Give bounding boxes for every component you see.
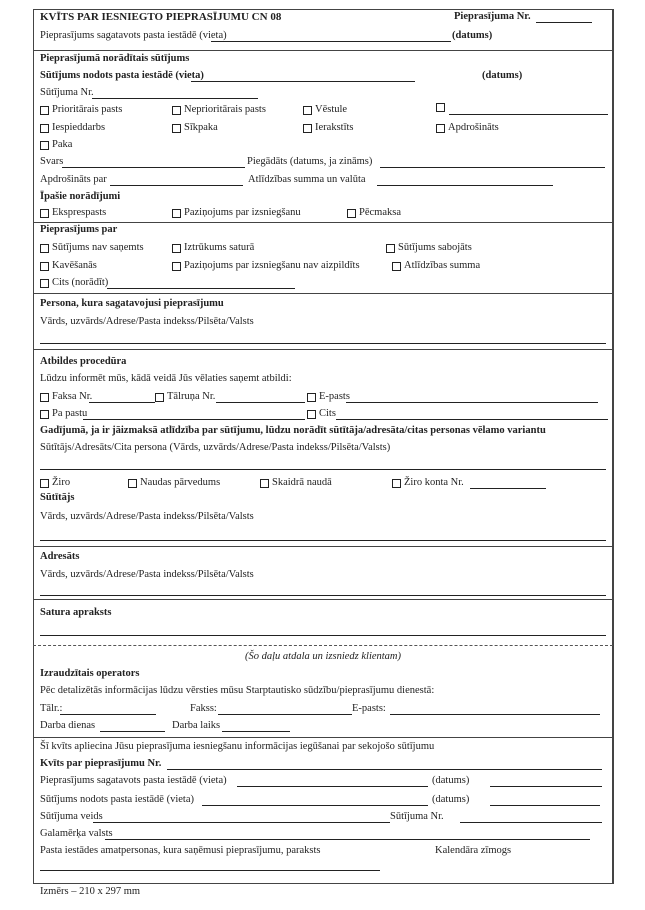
checkbox-giro[interactable]: [40, 476, 70, 490]
reply-prompt: Lūdzu informēt mūs, kādā veidā Jūs vēlaties saņemt atbildi:: [40, 373, 292, 384]
contents-heading: Satura apraksts: [40, 607, 112, 618]
compensation-field[interactable]: [377, 185, 553, 186]
checkbox-icon[interactable]: [40, 393, 49, 402]
checkbox-label: Prioritārais pasts: [52, 104, 123, 115]
divider: [33, 50, 613, 51]
email-field[interactable]: [346, 402, 598, 403]
receipt-item-no-field[interactable]: [460, 822, 602, 823]
person-field[interactable]: [40, 343, 606, 344]
compensation-heading: Gadījumā, ja ir jāizmaksā atlīdzība par sūtījumu, lūdzu norādīt sūtītāja/adresāta/citas personas vēlamo variantu: [40, 425, 546, 436]
giro-account-field[interactable]: [470, 488, 546, 489]
checkbox-phone[interactable]: [155, 390, 215, 404]
sender-fields-label: Vārds, uzvārds/Adrese/Pasta indekss/Pilsēta/Valsts: [40, 511, 254, 522]
form-title: KVĪTS PAR IESNIEGTO PIEPRASĪJUMU CN 08: [40, 11, 282, 23]
operator-phone-field[interactable]: [60, 714, 156, 715]
page-size-note: Izmērs – 210 x 297 mm: [40, 886, 141, 897]
checkbox-icon[interactable]: [436, 103, 445, 112]
checkbox-icon[interactable]: [40, 479, 49, 488]
checkbox-icon[interactable]: [436, 124, 445, 133]
posted-at-field[interactable]: [191, 81, 415, 82]
hours-field[interactable]: [222, 731, 290, 732]
receipt-posted-field[interactable]: [202, 805, 428, 806]
receipt-prepared-date-field[interactable]: [490, 786, 602, 787]
phone-field[interactable]: [216, 402, 305, 403]
item-heading: Pieprasījumā norādītais sūtījums: [40, 53, 190, 64]
divider: [33, 599, 613, 600]
checkbox-label: Faksa Nr.: [52, 391, 93, 402]
other-reply-field[interactable]: [336, 419, 608, 420]
person-heading: Persona, kura sagatavojusi pieprasījumu: [40, 298, 224, 309]
checkbox-icon[interactable]: [40, 410, 49, 419]
checkbox-small-packet[interactable]: [172, 121, 218, 135]
checkbox-registered[interactable]: [303, 121, 354, 135]
insured-for-field[interactable]: [110, 185, 243, 186]
checkbox-icon[interactable]: [40, 279, 49, 288]
checkbox-label: Pa pastu: [52, 408, 88, 419]
receipt-prepared-label: Pieprasījums sagatavots pasta iestādē (vieta): [40, 775, 227, 786]
compensation-label: Atlīdzības summa un valūta: [248, 174, 366, 185]
checkbox-icon[interactable]: [128, 479, 137, 488]
operator-info: Pēc detalizētās informācijas lūdzu vērsties mūsu Starptautisko sūdzību/pieprasījumu dienestā:: [40, 685, 435, 696]
checkbox-insured[interactable]: [436, 121, 499, 135]
checkbox-icon[interactable]: [40, 124, 49, 133]
checkbox-label: Sīkpaka: [184, 122, 218, 133]
checkbox-other-reply[interactable]: [307, 407, 336, 421]
checkbox-label: Iespieddarbs: [52, 122, 106, 133]
checkbox-icon[interactable]: [392, 479, 401, 488]
insured-for-label: Apdrošināts par: [40, 174, 107, 185]
delivered-field[interactable]: [380, 167, 605, 168]
checkbox-label: Cits (norādīt): [52, 277, 109, 288]
checkbox-by-post[interactable]: [40, 407, 87, 421]
fax-field[interactable]: [89, 402, 155, 403]
receipt-intro: Šī kvīts apliecina Jūsu pieprasījuma iesniegšanu informācijas iegūšanai par sekojošo sūtījumu: [40, 741, 435, 752]
checkbox-letter[interactable]: [303, 103, 347, 117]
checkbox-label: Naudas pārvedums: [140, 477, 221, 488]
divider: [33, 737, 613, 738]
checkbox-label: Skaidrā naudā: [272, 477, 332, 488]
stamp-label: Kalendāra zīmogs: [435, 845, 512, 856]
destination-field[interactable]: [105, 839, 590, 840]
checkbox-notice-not-filled[interactable]: [172, 259, 360, 273]
checkbox-icon[interactable]: [40, 106, 49, 115]
date-label: (datums): [452, 30, 493, 41]
fax-label: Fakss:: [190, 703, 217, 714]
checkbox-email[interactable]: [307, 390, 350, 404]
email-label: E-pasts:: [352, 703, 386, 714]
prepared-at-field[interactable]: [211, 41, 451, 42]
receipt-item-no-label: Sūtījuma Nr.: [390, 811, 444, 822]
compensation-fields-label: Sūtītājs/Adresāts/Cita persona (Vārds, uzvārds/Adrese/Pasta indekss/Pilsēta/Valsts): [40, 442, 391, 453]
posted-date-label: (datums): [482, 70, 523, 81]
checkbox-label: E-pasts: [319, 391, 350, 402]
checkbox-icon[interactable]: [155, 393, 164, 402]
checkbox-label: Sūtījums nav saņemts: [52, 242, 144, 253]
divider: [33, 222, 613, 223]
checkbox-label: Neprioritārais pasts: [184, 104, 266, 115]
request-no-label: Pieprasījuma Nr.: [454, 11, 531, 22]
checkbox-cod[interactable]: [347, 206, 401, 220]
tear-line: [33, 645, 613, 646]
request-heading: Pieprasījums par: [40, 224, 118, 235]
receipt-prepared-date-label: (datums): [432, 775, 470, 786]
checkbox-delivery-notice[interactable]: [172, 206, 301, 220]
request-no-field[interactable]: [536, 22, 592, 23]
by-post-field[interactable]: [83, 419, 305, 420]
tear-off-note: (Šo daļu atdala un izsniedz klientam): [244, 651, 402, 662]
checkbox-parcel[interactable]: [40, 138, 72, 152]
checkbox-icon[interactable]: [40, 209, 49, 218]
checkbox-cash[interactable]: [260, 476, 332, 490]
item-type-field[interactable]: [93, 822, 390, 823]
checkbox-icon[interactable]: [392, 262, 401, 271]
divider: [33, 293, 613, 294]
addressee-field[interactable]: [40, 595, 606, 596]
weight-field[interactable]: [62, 167, 245, 168]
checkbox-label: Cits: [319, 408, 336, 419]
receipt-no-label: Kvīts par pieprasījumu Nr.: [40, 758, 162, 769]
checkbox-label: Vēstule: [315, 104, 348, 115]
checkbox-compensation-amount[interactable]: [392, 259, 480, 273]
checkbox-icon[interactable]: [386, 244, 395, 253]
checkbox-express[interactable]: [40, 206, 106, 220]
signature-label: Pasta iestādes amatpersonas, kura saņēmusi pieprasījumu, paraksts: [40, 845, 321, 856]
checkbox-icon[interactable]: [40, 262, 49, 271]
operator-fax-field[interactable]: [218, 714, 352, 715]
divider: [33, 349, 613, 350]
checkbox-icon[interactable]: [303, 106, 312, 115]
checkbox-icon[interactable]: [172, 262, 181, 271]
checkbox-icon[interactable]: [172, 124, 181, 133]
destination-label: Galamērķa valsts: [40, 828, 113, 839]
checkbox-damaged[interactable]: [386, 241, 472, 255]
checkbox-icon[interactable]: [172, 244, 181, 253]
checkbox-not-received[interactable]: [40, 241, 144, 255]
item-no-field[interactable]: [92, 98, 258, 99]
sender-heading: Sūtītājs: [40, 492, 75, 503]
weight-label: Svars: [40, 156, 64, 167]
checkbox-other-type[interactable]: [436, 103, 448, 112]
checkbox-printed-matter[interactable]: [40, 121, 105, 135]
checkbox-missing-contents[interactable]: [172, 241, 254, 255]
checkbox-delay[interactable]: [40, 259, 97, 273]
checkbox-non-priority[interactable]: [172, 103, 266, 117]
checkbox-label: Ierakstīts: [315, 122, 354, 133]
checkbox-icon[interactable]: [307, 410, 316, 419]
checkbox-label: Paka: [52, 139, 73, 150]
checkbox-icon[interactable]: [172, 106, 181, 115]
receipt-posted-date-field[interactable]: [490, 805, 600, 806]
operator-heading: Izraudzītais operators: [40, 668, 140, 679]
phone-label: Tālr.:: [40, 703, 63, 714]
checkbox-label: Paziņojums par izsniegšanu: [184, 207, 301, 218]
workdays-label: Darba dienas: [40, 720, 96, 731]
checkbox-priority[interactable]: [40, 103, 122, 117]
hours-label: Darba laiks: [172, 720, 221, 731]
receipt-posted-date-label: (datums): [432, 794, 470, 805]
posted-at-label: Sūtījums nodots pasta iestādē (vieta): [40, 70, 204, 81]
checkbox-label: Sūtījums sabojāts: [398, 242, 472, 253]
checkbox-icon[interactable]: [40, 244, 49, 253]
person-fields-label: Vārds, uzvārds/Adrese/Pasta indekss/Pilsēta/Valsts: [40, 316, 254, 327]
compensation-recipient-field[interactable]: [40, 469, 606, 470]
checkbox-icon[interactable]: [347, 209, 356, 218]
addressee-fields-label: Vārds, uzvārds/Adrese/Pasta indekss/Pilsēta/Valsts: [40, 569, 254, 580]
item-no-label: Sūtījuma Nr.: [40, 87, 94, 98]
receipt-posted-label: Sūtījums nodots pasta iestādē (vieta): [40, 794, 194, 805]
checkbox-giro-account[interactable]: [392, 476, 464, 490]
checkbox-icon[interactable]: [260, 479, 269, 488]
checkbox-money-transfer[interactable]: [128, 476, 220, 490]
receipt-prepared-field[interactable]: [237, 786, 428, 787]
sender-field[interactable]: [40, 540, 606, 541]
other-type-field[interactable]: [449, 114, 608, 115]
workdays-field[interactable]: [100, 731, 165, 732]
receipt-no-field[interactable]: [167, 769, 602, 770]
other-request-field[interactable]: [107, 288, 295, 289]
checkbox-icon[interactable]: [307, 393, 316, 402]
reply-heading: Atbildes procedūra: [40, 356, 127, 367]
contents-field[interactable]: [40, 635, 606, 636]
checkbox-label: Kavēšanās: [52, 260, 97, 271]
checkbox-label: Eksprespasts: [52, 207, 107, 218]
checkbox-label: Paziņojums par izsniegšanu nav aizpildīts: [184, 260, 360, 271]
checkbox-label: Tālruņa Nr.: [167, 391, 216, 402]
item-type-label: Sūtījuma veids: [40, 811, 103, 822]
operator-email-field[interactable]: [390, 714, 600, 715]
prepared-at-label: Pieprasījums sagatavots pasta iestādē (vieta): [40, 30, 227, 41]
addressee-heading: Adresāts: [40, 551, 80, 562]
checkbox-icon[interactable]: [172, 209, 181, 218]
checkbox-label: Iztrūkums saturā: [184, 242, 255, 253]
special-heading: Īpašie norādījumi: [40, 191, 121, 202]
checkbox-fax[interactable]: [40, 390, 92, 404]
checkbox-icon[interactable]: [303, 124, 312, 133]
delivered-label: Piegādāts (datums, ja zināms): [247, 156, 373, 167]
checkbox-label: Pēcmaksa: [359, 207, 401, 218]
checkbox-label: Apdrošināts: [448, 122, 499, 133]
signature-field[interactable]: [40, 870, 380, 871]
divider: [33, 546, 613, 547]
checkbox-label: Atlīdzības summa: [404, 260, 481, 271]
checkbox-label: Žiro: [52, 477, 71, 488]
checkbox-label: Žiro konta Nr.: [404, 477, 464, 488]
checkbox-icon[interactable]: [40, 141, 49, 150]
checkbox-other-request[interactable]: [40, 276, 108, 290]
